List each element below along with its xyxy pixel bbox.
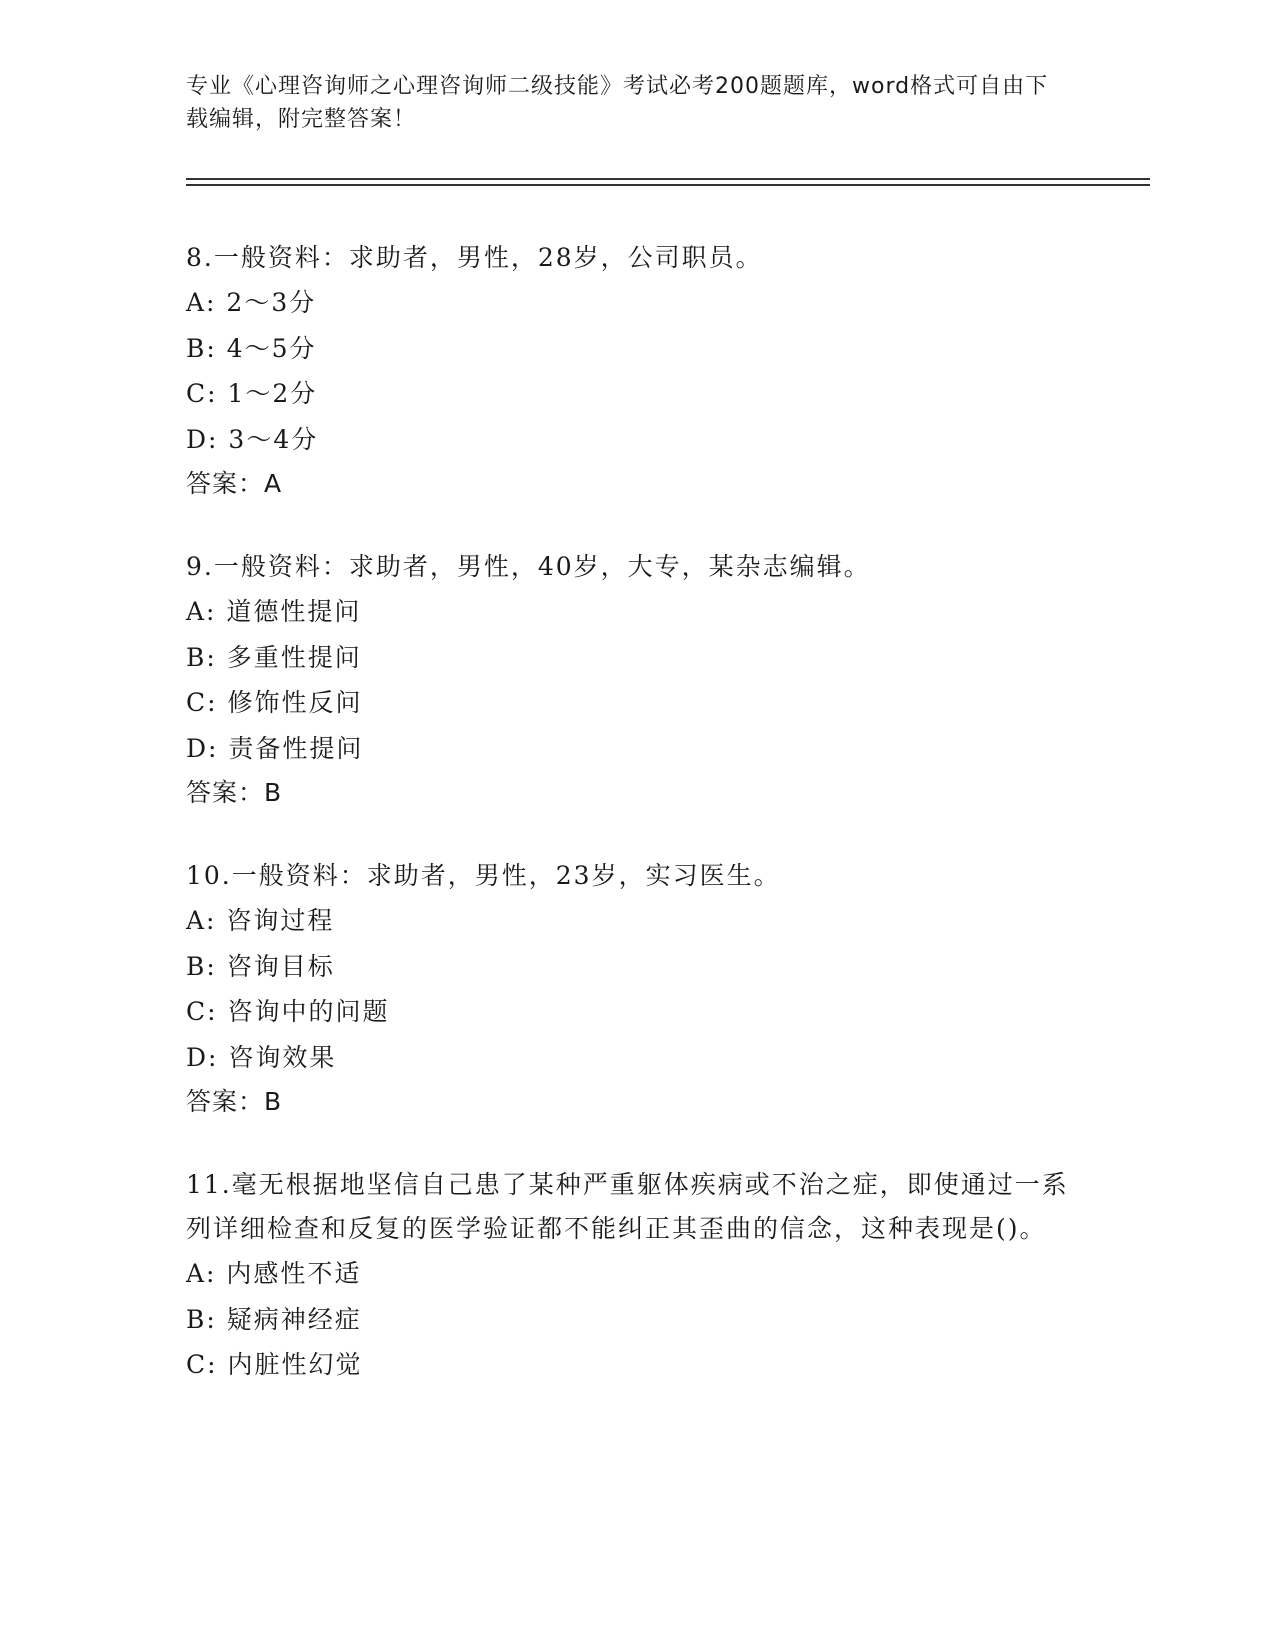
question-9 bbox=[186, 545, 1086, 815]
question-stem: 11.毫无根据地坚信自己患了某种严重躯体疾病或不治之症，即使通过一系列详细检查和反复的医学验证都不能纠正其歪曲的信念，这种表现是()。 bbox=[186, 1170, 1069, 1243]
option-c: C: 咨询中的问题 bbox=[186, 997, 390, 1026]
option-b: B: 疑病神经症 bbox=[186, 1304, 362, 1334]
option-d: D: 咨询效果 bbox=[186, 1042, 337, 1072]
option-a: A: 道德性提问 bbox=[186, 597, 362, 626]
option-b: B: 咨询目标 bbox=[186, 951, 335, 981]
option-d: D: 责备性提问 bbox=[186, 733, 364, 763]
question-stem: 8.一般资料：求助者，男性，28岁，公司职员。 bbox=[186, 243, 763, 272]
question-stem: 10.一般资料：求助者，男性，23岁，实习医生。 bbox=[186, 861, 781, 890]
document-header: 专业《心理咨询师之心理咨询师二级技能》考试必考200题题库，word格式可自由下载编辑，附完整答案！ bbox=[186, 74, 1049, 132]
question-list bbox=[186, 236, 1086, 1427]
option-c: C: 修饰性反问 bbox=[186, 688, 363, 717]
answer-line: 答案：B bbox=[186, 1087, 283, 1116]
question-stem: 9.一般资料：求助者，男性，40岁，大专，某杂志编辑。 bbox=[186, 552, 871, 581]
option-c: C: 内脏性幻觉 bbox=[186, 1350, 363, 1379]
question-8 bbox=[186, 236, 1086, 506]
question-10 bbox=[186, 854, 1086, 1124]
option-b: B: 多重性提问 bbox=[186, 642, 362, 672]
option-b: B: 4～5分 bbox=[186, 333, 317, 363]
question-11 bbox=[186, 1163, 1086, 1388]
option-c: C: 1～2分 bbox=[186, 379, 318, 408]
answer-line: 答案：A bbox=[186, 469, 283, 498]
option-a: A: 咨询过程 bbox=[186, 906, 335, 935]
header-divider-top bbox=[186, 178, 1150, 180]
option-a: A: 2～3分 bbox=[186, 288, 317, 317]
answer-line: 答案：B bbox=[186, 778, 283, 807]
option-d: D: 3～4分 bbox=[186, 424, 319, 454]
header-divider-bottom bbox=[186, 184, 1150, 186]
option-a: A: 内感性不适 bbox=[186, 1259, 362, 1288]
